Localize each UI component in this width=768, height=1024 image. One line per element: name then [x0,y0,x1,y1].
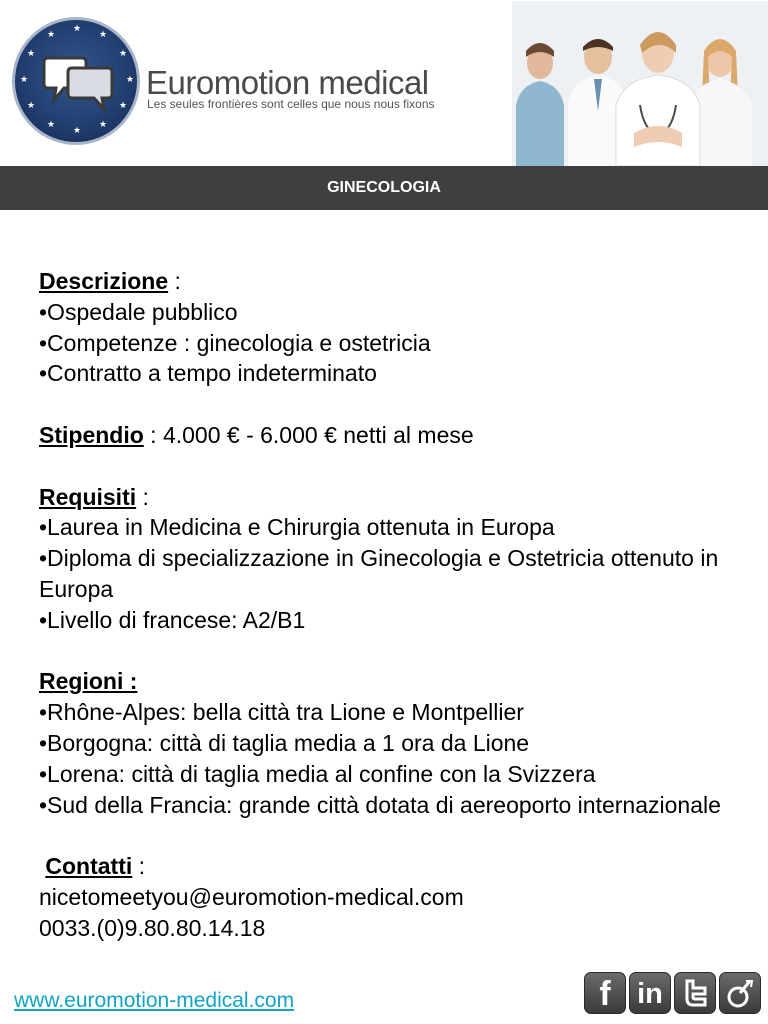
contatti-heading: Contatti [45,853,133,880]
star-icon: ★ [27,100,36,110]
brand-name: Euromotion medical [146,64,429,101]
descrizione-heading-line: Descrizione : [39,268,181,294]
viadeo-icon[interactable] [719,972,761,1014]
star-icon: ★ [119,48,128,58]
list-item: •Contratto a tempo indeterminato [39,360,377,387]
regioni-heading-line [39,666,739,697]
brand-tagline: Les seules frontières sont celles que nous nous fixons [147,97,435,111]
list-item: •Rhône-Alpes: bella città tra Lione e Montpellier [39,699,524,726]
requisiti-heading-line: Requisiti : [39,483,149,510]
star-icon: ★ [47,29,56,39]
requisiti-heading: Requisiti [39,483,137,510]
stipendio-heading: Stipendio [39,421,144,448]
list-item: •Competenze : ginecologia e ostetricia [39,329,431,356]
star-icon: ★ [47,119,56,129]
job-description [39,266,739,944]
star-icon: ★ [20,74,29,84]
star-icon: ★ [99,119,108,129]
contact-phone: 0033.(0)9.80.80.14.18 [39,914,266,941]
speech-bubble-icon [42,54,116,112]
logo-emblem [12,17,140,145]
website-link[interactable]: www.euromotion-medical.com [14,989,295,1012]
regioni-heading: Regioni : [39,668,138,695]
list-item: •Livello di francese: A2/B1 [39,606,306,633]
star-icon: ★ [27,48,36,58]
star-icon: ★ [99,29,108,39]
list-item: •Sud della Francia: grande città dotata di aereoporto internazionale [39,791,721,818]
star-icon: ★ [126,74,135,84]
star-icon: ★ [119,100,128,110]
stipendio-value: : 4.000 € - 6.000 € netti al mese [143,421,474,448]
linkedin-icon[interactable]: in [629,972,671,1014]
contact-email[interactable]: nicetomeetyou@euromotion-medical.com [39,883,464,910]
facebook-icon[interactable]: f [584,972,626,1014]
header [0,0,768,166]
list-item: •Lorena: città di taglia media al confine con la Svizzera [39,760,596,787]
twitter-icon[interactable] [674,972,716,1014]
doctors-photo [512,1,768,166]
star-icon: ★ [73,125,82,135]
contatti-heading-line: Contatti : [45,853,146,880]
star-icon: ★ [73,23,82,33]
list-item: •Ospedale pubblico [39,298,238,325]
list-item: •Borgogna: città di taglia media a 1 ora da Lione [39,729,530,756]
list-item: •Diploma di specializzazione in Ginecologia e Ostetricia ottenuto in Europa [39,545,719,602]
specialty-banner: GINECOLOGIA [0,166,768,210]
descrizione-heading: Descrizione [39,268,169,294]
stipendio-line [39,420,739,451]
list-item: •Laurea in Medicina e Chirurgia ottenuta in Europa [39,514,555,541]
